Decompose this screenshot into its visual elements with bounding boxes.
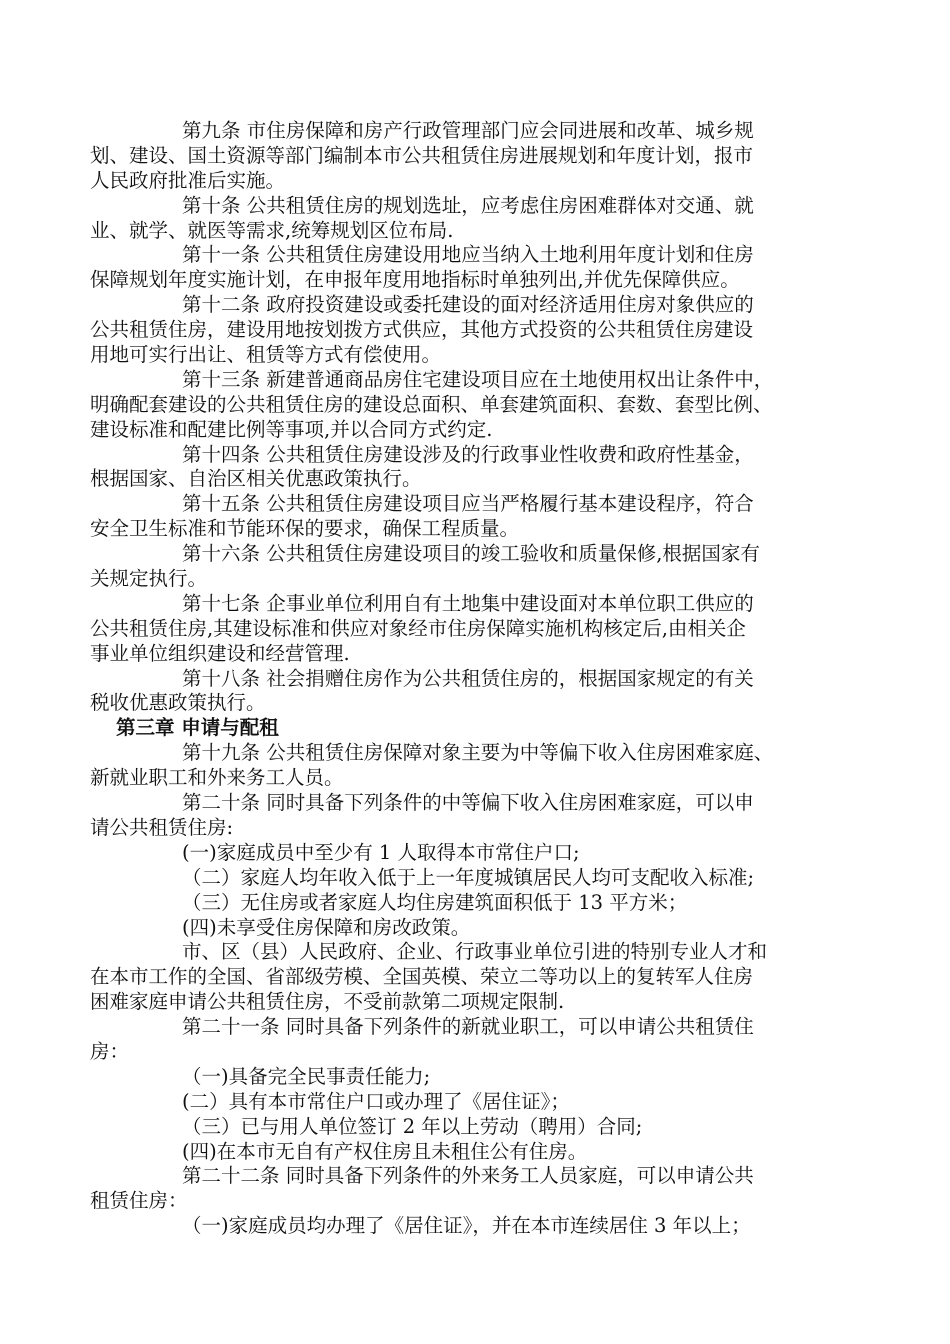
text-line: 第十九条 公共租赁住房保障对象主要为中等偏下收入住房困难家庭、 (182, 741, 774, 765)
text-line: (四)未享受住房保障和房改政策。 (182, 915, 471, 939)
text-line: （三）无住房或者家庭人均住房建筑面积低于 13 平方米； (182, 890, 688, 914)
text-line: 困难家庭申请公共租赁住房，不受前款第二项规定限制. (90, 990, 565, 1014)
text-line: 第十八条 社会捐赠住房作为公共租赁住房的，根据国家规定的有关 (182, 666, 754, 690)
text-line: 市、区（县）人民政府、企业、行政事业单位引进的特别专业人才和 (182, 940, 768, 964)
text-line: 公共租赁住房,其建设标准和供应对象经市住房保障实施机构核定后,由相关企 (90, 616, 746, 640)
text-line: 第十二条 政府投资建设或委托建设的面对经济适用住房对象供应的 (182, 293, 754, 317)
text-line: 第十六条 公共租赁住房建设项目的竣工验收和质量保修,根据国家有 (182, 542, 760, 566)
text-line: 房： (90, 1039, 130, 1063)
text-line: 第二十二条 同时具备下列条件的外来务工人员家庭，可以申请公共 (182, 1164, 754, 1188)
text-line: 人民政府批准后实施。 (90, 168, 286, 192)
text-line: 明确配套建设的公共租赁住房的建设总面积、单套建筑面积、套数、套型比例、 (90, 392, 773, 416)
text-line: 第十一条 公共租赁住房建设用地应当纳入土地利用年度计划和住房 (182, 243, 754, 267)
text-line: 新就业职工和外来务工人员。 (90, 766, 344, 790)
chapter-heading: 第三章 申请与配租 (116, 716, 279, 740)
text-line: 第十条 公共租赁住房的规划选址，应考虑住房困难群体对交通、就 (182, 193, 754, 217)
text-line: 第十三条 新建普通商品房住宅建设项目应在土地使用权出让条件中， (182, 367, 774, 391)
text-line: 事业单位组织建设和经营管理. (90, 641, 350, 665)
text-line: 第九条 市住房保障和房产行政管理部门应会同进展和改革、城乡规 (182, 119, 754, 142)
text-line: 保障规划年度实施计划，在申报年度用地指标时单独列出,并优先保障供应。 (90, 268, 740, 292)
text-line: (二）具有本市常住户口或办理了《居住证》； (182, 1089, 570, 1113)
text-line: （二）家庭人均年收入低于上一年度城镇居民人均可支配收入标准; (182, 865, 755, 889)
text-line: 租赁住房： (90, 1189, 188, 1213)
text-line: 公共租赁住房，建设用地按划拨方式供应，其他方式投资的公共租赁住房建设 (90, 318, 754, 342)
text-line: 关规定执行。 (90, 567, 208, 591)
text-line: 第十五条 公共租赁住房建设项目应当严格履行基本建设程序，符合 (182, 492, 754, 516)
text-line: 在本市工作的全国、省部级劳模、全国英模、荣立二等功以上的复转军人住房 (90, 965, 754, 989)
text-line: （三）已与用人单位签订 2 年以上劳动（聘用）合同; (182, 1114, 643, 1138)
text-line: 请公共租赁住房: (90, 815, 234, 839)
text-line: (一)家庭成员中至少有 1 人取得本市常住户口; (182, 840, 580, 864)
text-line: 第二十一条 同时具备下列条件的新就业职工，可以申请公共租赁住 (182, 1015, 754, 1039)
text-line: 业、就学、就医等需求,统筹规划区位布局. (90, 218, 454, 242)
text-line: 第十七条 企事业单位利用自有土地集中建设面对本单位职工供应的 (182, 591, 754, 615)
text-line: 第二十条 同时具备下列条件的中等偏下收入住房困难家庭，可以申 (182, 791, 754, 815)
text-line: (四)在本市无自有产权住房且未租住公有住房。 (182, 1139, 588, 1163)
text-line: 建设标准和配建比例等事项,并以合同方式约定. (90, 417, 493, 441)
text-line: （一)家庭成员均办理了《居住证》，并在本市连续居住 3 年以上； (182, 1214, 751, 1238)
text-line: （一)具备完全民事责任能力; (182, 1064, 431, 1088)
text-line: 根据国家、自治区相关优惠政策执行。 (90, 467, 422, 491)
text-line: 第十四条 公共租赁住房建设涉及的行政事业性收费和政府性基金， (182, 442, 754, 466)
text-line: 用地可实行出让、租赁等方式有偿使用。 (90, 343, 442, 367)
text-line: 税收优惠政策执行。 (90, 691, 266, 715)
text-line: 安全卫生标准和节能环保的要求，确保工程质量。 (90, 517, 520, 541)
text-line: 划、建设、国土资源等部门编制本市公共租赁住房进展规划和年度计划，报市 (90, 143, 754, 167)
document-body (90, 119, 870, 1239)
